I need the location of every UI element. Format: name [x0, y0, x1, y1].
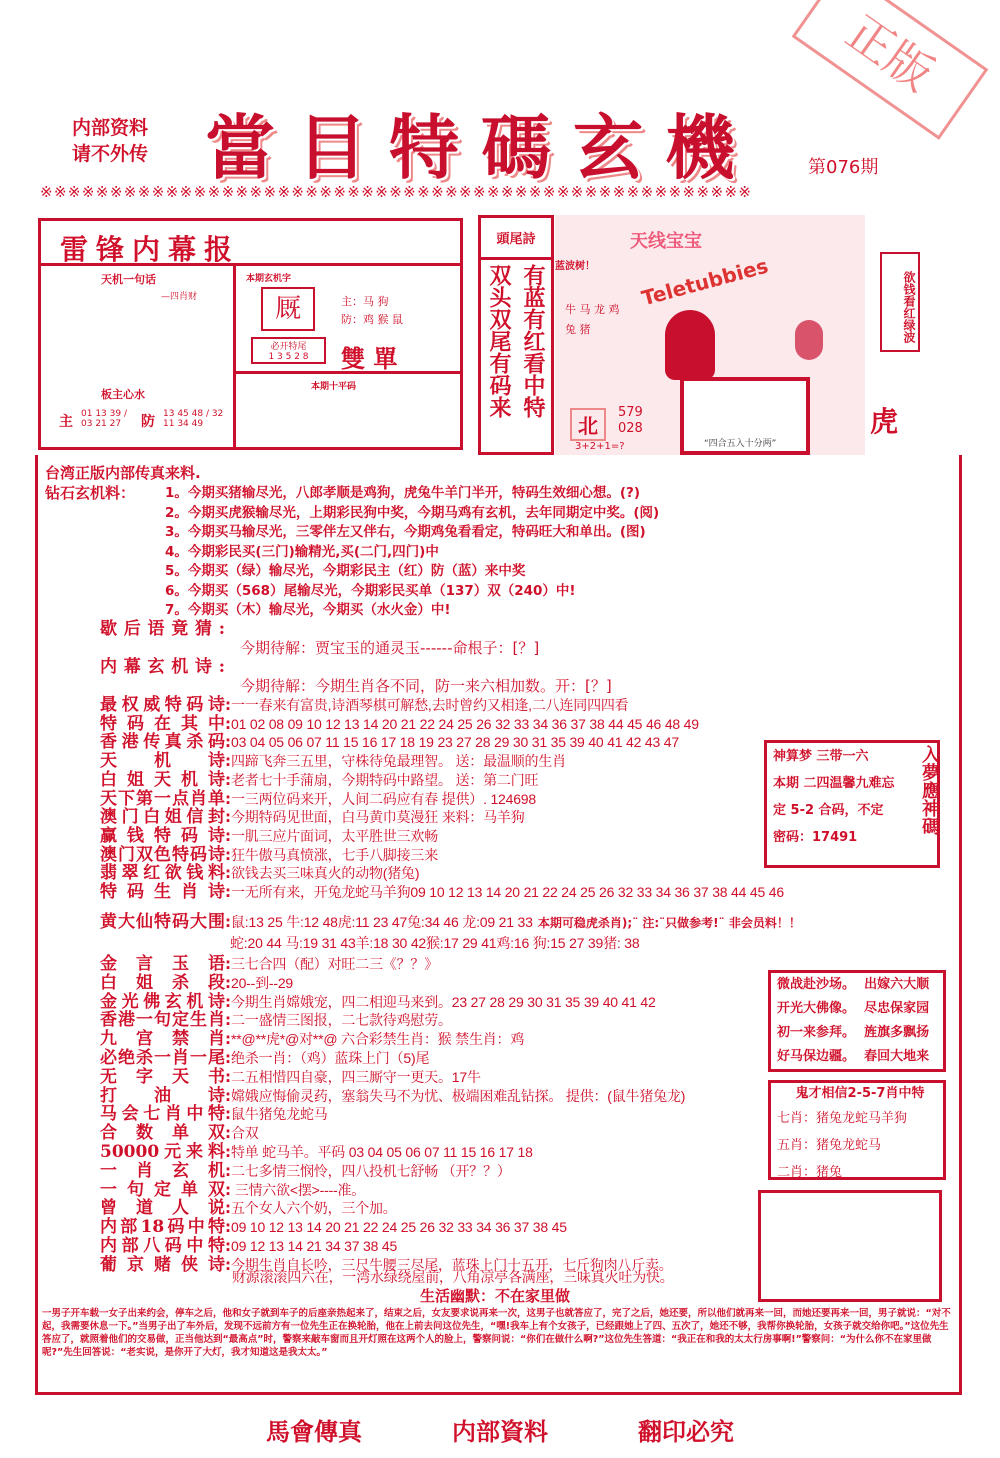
- row-label: 无字天书: [100, 1066, 225, 1087]
- row-value: 今期生肖自长吟，三尺牛腰三尽尾，蓝珠上门十五开，七斤狗肉八斤卖。: [231, 1256, 673, 1273]
- row-value: 二七多情三悯怜，四八投机七舒畅 （开？？）: [231, 1162, 511, 1179]
- row-value: 财源滚滚四六在，一湾水绿绕屋前，八角凉亭各满座，三味真火吐为快。: [232, 1269, 674, 1285]
- zodiac-words: [565, 300, 625, 340]
- row-label: 白姐杀段: [100, 972, 225, 993]
- data-row: 九宫禁肖:**@**虎*@对**@ 六合彩禁生肖：猴 禁生肖：鸡: [100, 1029, 525, 1050]
- guicai-title: 鬼才相信2-5-7肖中特: [795, 1086, 925, 1101]
- zodiac-word: 鸡: [608, 303, 620, 316]
- tianji-label: 天机一句话: [101, 273, 156, 286]
- diamond-item: 5。今期买（绿）输尽光，今期彩民主（红）防（蓝）来中奖: [165, 563, 526, 579]
- footer-text: 馬會傳真: [266, 1417, 362, 1446]
- zodiac-word: 龙: [594, 303, 605, 316]
- row-label: 黄大仙特码大围: [100, 912, 225, 932]
- row-label: 曾道人说: [100, 1198, 225, 1219]
- row-label: 天下第一点肖单: [100, 788, 225, 809]
- data-row: 打油诗:嫦娥应悔偷灵药，塞翁失马不为忧、极端困难乱钻探。 提供：(鼠牛猪兔龙): [100, 1085, 686, 1106]
- row-value: 二五相惜四自豪，四三厮守一更天。17牛: [231, 1068, 481, 1085]
- data-row: 天机诗:四蹄飞奔三五里，守株待兔最理智。 送：最温顺的生肖: [100, 751, 566, 772]
- footer: [0, 1412, 1000, 1447]
- row-value: 老者七十手蒲扇，今期特码中路望。 送：第二门旺: [231, 771, 539, 788]
- guicai-box: [768, 1080, 946, 1180]
- ten-ping-title: 本期十平码: [311, 382, 357, 392]
- zodiac-word: 马: [579, 303, 591, 316]
- poem-half: 出嫁六大顺: [864, 977, 930, 992]
- row-value: 03 04 05 06 07 11 15 16 17 18 19 23 27 28 29 30 31 35 39 40 41 42 43 47: [231, 734, 679, 751]
- zhu-zodiac: 主：马 狗: [341, 295, 389, 308]
- guicai-line: 二肖：猪兔: [777, 1165, 843, 1180]
- zodiac-word: 牛: [565, 303, 576, 316]
- sign-title: 本期玄机字: [246, 274, 292, 284]
- diamond-item: 4。今期彩民买(三门)输精光,买(二门,四门)中: [165, 543, 439, 560]
- shensuan-brand: 入夢應神碼: [919, 745, 940, 835]
- poem-title: 頭尾詩: [481, 218, 551, 260]
- row-label: 打油诗: [100, 1085, 225, 1106]
- teletubby-figure: [665, 310, 715, 380]
- internal-notice: [72, 115, 148, 167]
- humor-story: 一男子开车载一女子出来约会，停车之后，他和女子就到车子的后座亲热起来了，结束之后，女友要求说再来一次，这男子也就答应了，完了之后，她还要，所以他们就再来一回，而她还要再来一回，男子就说：“对不起，我需要休息一下。”当男子出了车外后，发现不远前方有一位先生正在换轮胎，他在上前去问这位先生，“嘿!我车上有个女孩子，已经跟她上了四、五次了，她还不够，我帮你换轮胎，女孩子就交给你吧。”这位先生答应了，就照着他们的交易做，正当他达到“最高点”时，警察来敲车窗而且开灯照在这两个人的脸上，警察问说：“你们在做什么啊?”这位先生答道：“我正在和我的太太行房事啊!”警察问：“为什么你不在家里做呢?”先生回答说：“老实说，是你开了大灯，我才知道这是我太太。”: [42, 1308, 951, 1358]
- fang-zodiac: 防：鸡 猴 鼠: [341, 313, 403, 326]
- zhu-label: 主: [59, 414, 73, 430]
- row-label: 歇后语竟猜:: [100, 619, 225, 639]
- picture-caption: 天线宝宝: [630, 231, 702, 252]
- zodiac-word: 兔: [565, 323, 576, 336]
- riddle: 3+2+1=?: [575, 441, 625, 452]
- row-value: 今期特码见世面，白马黄巾莫漫狂 来料：马羊狗: [231, 809, 525, 826]
- poem-col: 有蓝有红看中特: [520, 264, 545, 418]
- row-label: 澳门白姐信封: [100, 807, 225, 828]
- brand-text: Teletubbies: [639, 253, 771, 311]
- frame-caption: “四合五入十分两”: [704, 439, 777, 449]
- row-label: 香港一句定生肖: [100, 1010, 225, 1031]
- shensuan-line: 定 5-2 合码，不定: [773, 803, 884, 818]
- banzhu-label: 板主心水: [101, 388, 145, 401]
- empty-box: [758, 1190, 942, 1302]
- poem-half: 旌旗多飘扬: [864, 1025, 930, 1040]
- row-label: 必绝杀一肖一尾: [100, 1048, 225, 1068]
- poem-line: [771, 1045, 943, 1069]
- single-double: 雙 單: [341, 345, 398, 373]
- diamond-item: 3。今期买马输尽光，三零伴左又伴右，今期鸡兔看看定，特码旺大和单出。(图): [165, 524, 646, 540]
- row-label: 香港传真杀码: [100, 732, 225, 753]
- row-label: 特码生肖诗: [100, 882, 225, 902]
- tail-numbers: 1 3 5 2 8: [268, 352, 309, 362]
- poem-line: [771, 973, 943, 997]
- data-row: 金光佛玄机诗:今期生肖嫦娥宠，四二相迎马来到。23 27 28 29 30 31 35 39 40 41 42: [100, 991, 656, 1012]
- poem-half: 好马保边疆。: [777, 1049, 856, 1064]
- leifeng-title: 雷锋内幕报: [60, 233, 241, 266]
- diamond-item: 1。今期买猪输尽光，八郎孝顺是鸡狗，虎兔牛羊门半开，特码生效细心想。(?): [165, 485, 641, 501]
- row-label: 澳门双色特码诗: [100, 844, 225, 865]
- row-label: 一句定单双: [100, 1179, 225, 1200]
- data-row: 无字天书:二五相惜四自豪，四三厮守一更天。17牛: [100, 1066, 481, 1087]
- lanbo-text: 蓝波树！: [555, 261, 595, 272]
- humor-title: 生活幽默：不在家里做: [420, 1287, 571, 1305]
- guicai-line: 七肖：猪兔龙蛇马羊狗: [777, 1111, 908, 1126]
- head-tail-poem: [478, 215, 554, 455]
- row-value: 合双: [231, 1125, 259, 1142]
- data-row: 一句定单双: 三情六欲<摆>----准。: [100, 1179, 366, 1200]
- issue-number: 第076期: [808, 157, 879, 178]
- data-row: 澳门双色特码诗:狂牛傲马真愤涨，七手八脚接三来: [100, 844, 438, 865]
- row-value: 三情六欲<摆>----准。: [231, 1181, 366, 1198]
- row-value: 01 02 08 09 10 12 13 14 20 21 22 24 25 26 32 33 34 36 37 38 44 45 46 48 49: [231, 715, 699, 732]
- fang-label: 防: [141, 414, 155, 430]
- row-value: 20--到--29: [231, 974, 293, 991]
- row-value: 今期生肖嫦娥宠，四二相迎马来到。23 27 28 29 30 31 35 39 40 41 42: [231, 993, 656, 1010]
- huang-note: 本期可稳虎杀肖);¨ 注:¨只做参考!¨ 非会员料！！: [537, 916, 801, 930]
- zhu-numbers: 01 13 39 / 03 21 27: [81, 409, 127, 429]
- data-row: 必绝杀一肖一尾:绝杀一肖：（鸡）蓝珠上门（5)尾: [100, 1048, 430, 1068]
- poem-col: 双头双尾有码来: [486, 264, 511, 418]
- row-value: 鼠牛猪兔龙蛇马: [231, 1106, 328, 1123]
- data-row: 白姐天机诗:老者七十手蒲扇，今期特码中路望。 送：第二门旺: [100, 769, 539, 790]
- poem-half: 尽忠保家园: [864, 1001, 930, 1016]
- shensuan-line: 密码：17491: [773, 830, 858, 845]
- diamond-label: 钻石玄机料：: [45, 484, 136, 502]
- row-value: 一无所有来，开兔龙蛇马羊狗09 10 12 13 14 20 21 22 24 25 26 32 33 34 36 37 38 44 45 46: [231, 884, 784, 900]
- teletubbies-picture: [555, 215, 865, 455]
- row-value: 绝杀一肖：（鸡）蓝珠上门（5)尾: [231, 1050, 430, 1066]
- row-label: 内部18码中特: [100, 1217, 225, 1238]
- row-value: 一一春来有富贵,诗酒琴棋可解愁,去时曾约又相逢,二八连同四四看: [231, 697, 629, 713]
- row-label: 葡京赌侠诗: [100, 1254, 225, 1275]
- row-value: 一肌三应片面词，太平胜世三欢畅: [231, 827, 438, 844]
- data-row: 金言玉语:三七合四（配）对旺二三《？？》: [100, 954, 438, 974]
- row-value: 鼠:13 25 牛:12 48虎:11 23 47兔:34 46 龙:09 21 33: [231, 914, 533, 930]
- diamond-item: 6。今期买（568）尾输尽光，今期彩民买单（137）双（240）中!: [165, 582, 576, 599]
- row-value: 特单 蛇马羊。平码 03 04 05 06 07 11 15 16 17 18: [231, 1144, 533, 1160]
- row-label: 白姐天机诗: [100, 769, 225, 790]
- row-label: 最权威特码诗: [100, 695, 225, 715]
- genuine-stamp: 正版: [792, 0, 989, 140]
- data-row: 天下第一点肖单:一三两位码来开，人间二码应有春 提供）. 124698: [100, 788, 536, 809]
- notice-line: 请不外传: [72, 143, 149, 165]
- data-row: 翡翠红欲钱料:欲钱去买三味真火的动物(猪兔): [100, 863, 420, 884]
- row-label: 九宫禁肖: [100, 1029, 225, 1050]
- data-row: 澳门白姐信封:今期特码见世面，白马黄巾莫漫狂 来料：马羊狗: [100, 807, 525, 828]
- data-row: 内部八码中特:09 12 13 14 21 34 37 38 45: [100, 1236, 398, 1256]
- neimu-text: 今期待解：今期生肖各不同，防一来六相加数。开：[？]: [240, 677, 612, 695]
- star-divider: ※※※※※※※※※※※※※※※※※※※※※※※※※※※※※※※※※※※※※※※※※※※※※※※※※※※: [40, 183, 753, 201]
- guicai-line: 五肖：猪兔龙蛇马: [777, 1138, 882, 1153]
- data-row: 特码生肖诗:一无所有来，开兔龙蛇马羊狗09 10 12 13 14 20 21 22 24 25 26 32 33 34 36 37 38 44 45 46: [100, 882, 784, 902]
- row-label: 50000元来料: [100, 1142, 225, 1162]
- north-numbers: [618, 405, 643, 437]
- row-label: 合数单双: [100, 1123, 225, 1144]
- frame-box: [680, 377, 810, 455]
- data-row: 赢钱特码诗:一肌三应片面词，太平胜世三欢畅: [100, 825, 438, 846]
- fang-numbers: 13 45 48 / 32 11 34 49: [163, 409, 224, 429]
- row-label: 内部八码中特: [100, 1236, 225, 1256]
- data-row: 内部18码中特:09 10 12 13 14 20 21 22 24 25 26 32 33 34 36 37 38 45: [100, 1217, 567, 1238]
- footer-text: 翻印必究: [638, 1417, 734, 1446]
- poem-line: [771, 997, 943, 1021]
- diamond-item: 2。今期买虎猴输尽光，上期彩民狗中奖，今期马鸡有玄机，去年同期定中奖。(阅): [165, 504, 660, 521]
- row-label: 金言玉语: [100, 954, 225, 974]
- notice-line: 内部资料: [72, 117, 149, 139]
- xiehou-text: 今期待解：贾宝玉的通灵玉------命根子：[？]: [240, 639, 540, 657]
- row-value: 一三两位码来开，人间二码应有春 提供）. 124698: [231, 790, 536, 807]
- diamond-list: [165, 484, 659, 621]
- row-value: 嫦娥应悔偷灵药，塞翁失马不为忧、极端困难乱钻探。 提供：(鼠牛猪兔龙): [231, 1087, 686, 1104]
- green-red-panel: 欲钱看红绿波: [880, 252, 920, 352]
- poem-half: 微战赴沙场。: [777, 977, 856, 992]
- poem-half: 春回大地来: [864, 1049, 930, 1064]
- data-row: 香港一句定生肖:二一盛情三图报，二七款待鸡慰劳。: [100, 1010, 452, 1031]
- row-label: 翡翠红欲钱料: [100, 863, 225, 884]
- row-value: 五个女人六个奶，三个加。: [231, 1200, 397, 1217]
- row-label: 天机诗: [100, 751, 225, 772]
- shensuan-line: 本期 二四温馨九难忘: [773, 776, 895, 791]
- poem-half: 初一来参拜。: [777, 1025, 856, 1040]
- row-value: 三七合四（配）对旺二三《？？》: [231, 956, 438, 972]
- north-number: 579: [618, 405, 643, 420]
- tianji-sub: —四肖财: [161, 292, 198, 302]
- row-label: 马会七肖中特: [100, 1104, 225, 1125]
- row-label: 特码在其中: [100, 713, 225, 734]
- data-row: 曾道人说:五个女人六个奶，三个加。: [100, 1198, 397, 1219]
- poem-half: 开光大佛像。: [777, 1001, 856, 1016]
- north-number: 028: [618, 421, 643, 436]
- poem-box: [768, 970, 946, 1072]
- north-mark: 北: [570, 408, 606, 441]
- zodiac-word: 猪: [579, 323, 591, 336]
- row-value: **@**虎*@对**@ 六合彩禁生肖：猴 禁生肖：鸡: [231, 1031, 525, 1048]
- row-value: 狂牛傲马真愤涨，七手八脚接三来: [231, 846, 438, 863]
- row-value: 09 12 13 14 21 34 37 38 45: [231, 1238, 398, 1254]
- data-row: 50000元来料:特单 蛇马羊。平码 03 04 05 06 07 11 15 16 17 18: [100, 1142, 533, 1162]
- data-row: 白姐杀段:20--到--29: [100, 972, 293, 993]
- row-value: 蛇:20 44 马:19 31 43羊:18 30 42猴:17 29 41鸡:16 狗:15 27 39猪: 38: [230, 935, 640, 951]
- teletubby-figure: [795, 320, 823, 360]
- source-line: 台湾正版内部传真来料.: [45, 464, 201, 482]
- data-row: 香港传真杀码:03 04 05 06 07 11 15 16 17 18 19 23 27 28 29 30 31 35 39 40 41 42 43 47: [100, 732, 679, 753]
- data-row: 特码在其中:01 02 08 09 10 12 13 14 20 21 22 24 25 26 32 33 34 36 37 38 44 45 46 48 49: [100, 713, 699, 734]
- diamond-item: 7。今期买（木）输尽光，今期买（水火金）中!: [165, 602, 451, 618]
- row-label: 金光佛玄机诗: [100, 991, 225, 1012]
- shensuan-box: [764, 740, 940, 868]
- shensuan-line: 神算梦 三带一六: [773, 749, 869, 764]
- data-row: 一肖玄机:二七多情三悯怜，四八投机七舒畅 （开？？）: [100, 1160, 511, 1181]
- row-value: 欲钱去买三味真火的动物(猪兔): [231, 865, 420, 882]
- page-title: 當目特碼玄機: [205, 106, 757, 189]
- tail-box: [251, 337, 326, 364]
- row-label: 一肖玄机: [100, 1160, 225, 1181]
- data-row: 最权威特码诗:一一春来有富贵,诗酒琴棋可解愁,去时曾约又相逢,二八连同四四看: [100, 695, 629, 715]
- row-label: 内幕玄机诗:: [100, 657, 225, 677]
- tiger-char: 虎: [870, 405, 899, 438]
- row-value: 09 10 12 13 14 20 21 22 24 25 26 32 33 34 36 37 38 45: [231, 1219, 567, 1236]
- poem-line: [771, 1021, 943, 1045]
- row-value: 二一盛情三图报，二七款待鸡慰劳。: [231, 1012, 452, 1029]
- footer-text: 内部資料: [452, 1417, 548, 1446]
- tail-label: 必开特尾: [270, 342, 307, 352]
- row-value: 四蹄飞奔三五里，守株待兔最理智。 送：最温顺的生肖: [231, 753, 566, 770]
- sign-char: 厩: [261, 287, 315, 331]
- row-label: 赢钱特码诗: [100, 825, 225, 846]
- data-row: 葡京赌侠诗:今期生肖自长吟，三尺牛腰三尽尾，蓝珠上门十五开，七斤狗肉八斤卖。: [100, 1254, 673, 1275]
- data-row: 合数单双:合双: [100, 1123, 259, 1144]
- data-row: 马会七肖中特:鼠牛猪兔龙蛇马: [100, 1104, 328, 1125]
